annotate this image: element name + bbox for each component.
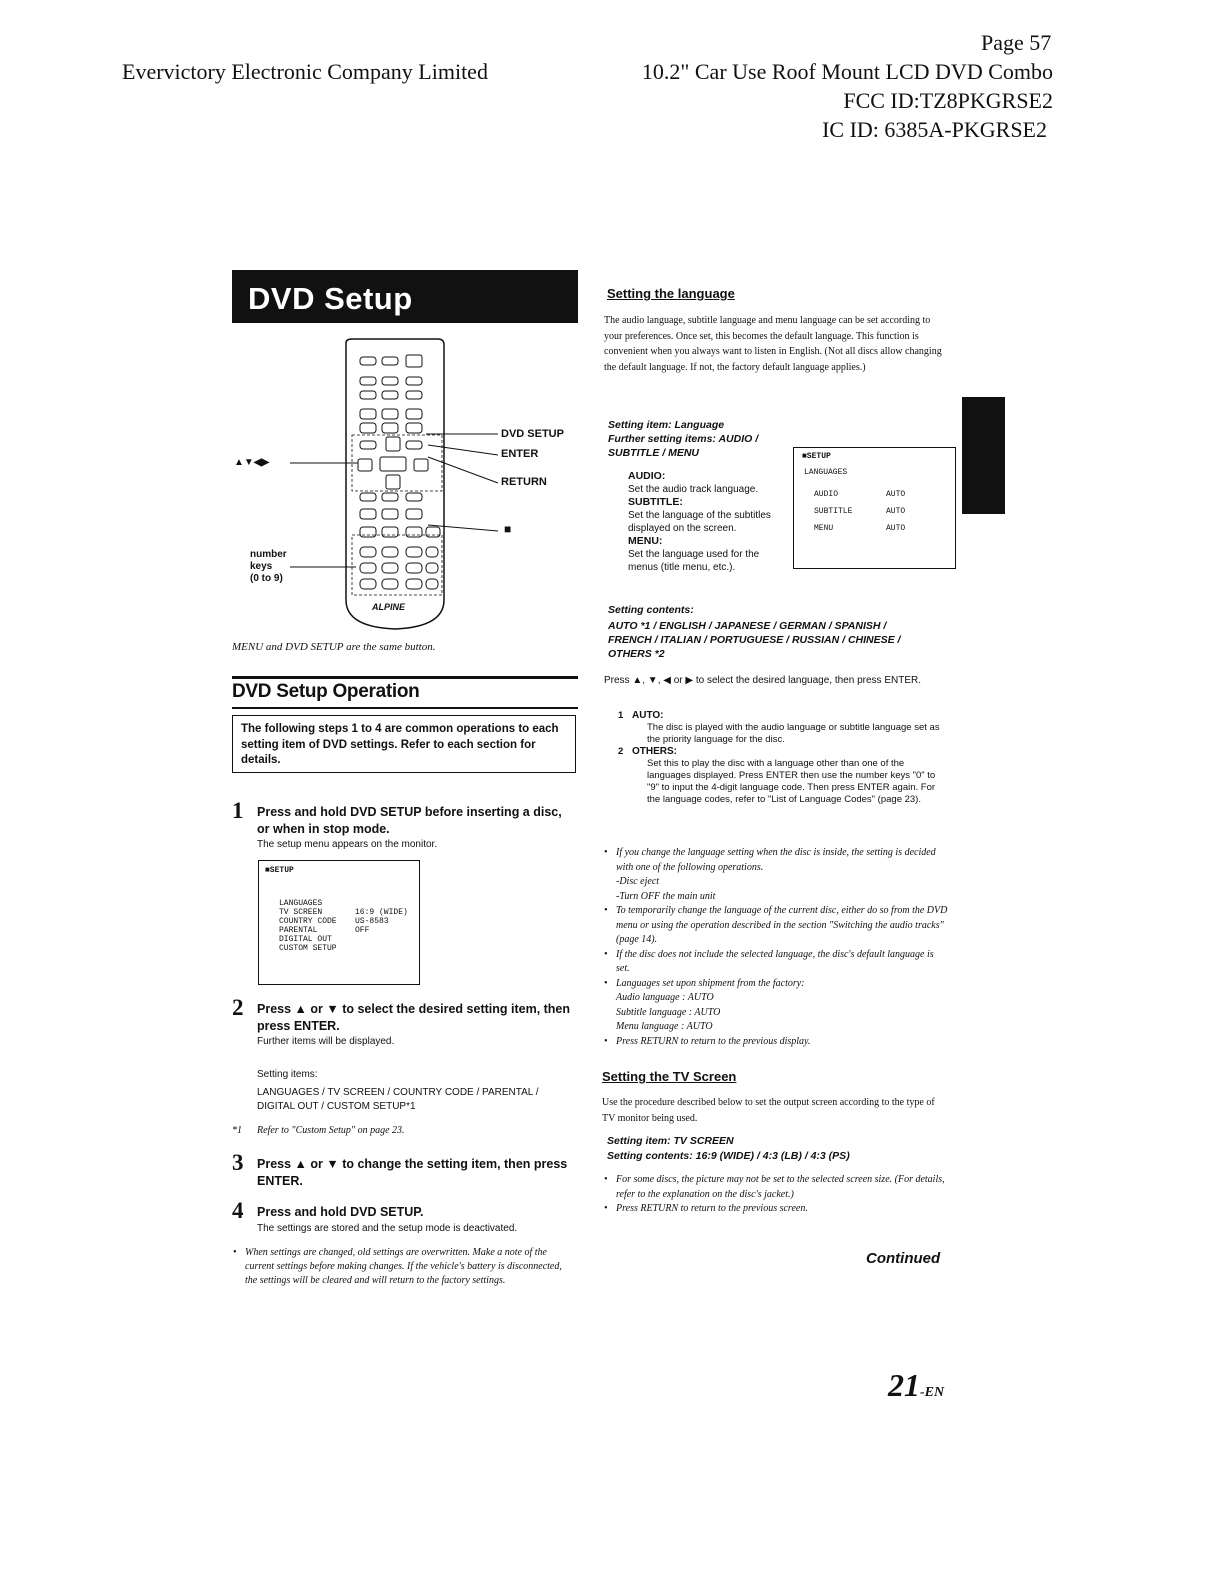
- tv-screen-intro: Use the procedure described below to set the output screen according to the type of TV monitor being used.: [602, 1097, 935, 1124]
- tv-screen-heading: Setting the TV Screen: [602, 1069, 737, 1084]
- lang-menu-screen: ■SETUP LANGUAGES AUDIO AUTO SUBTITLE AUTO MENU AUTO: [793, 447, 956, 569]
- arrow-keys-label: ▲▼◀▶: [234, 457, 270, 468]
- lang-heading: Setting the language: [607, 286, 735, 301]
- footnote-text: Refer to "Custom Setup" on page 23.: [257, 1125, 405, 1136]
- step-4-number: 4: [232, 1198, 244, 1223]
- step-4-sub: The settings are stored and the setup mode is deactivated.: [257, 1223, 518, 1234]
- remote-brand-label: ALPINE: [372, 602, 406, 612]
- tv-setting-item: Setting item: TV SCREEN: [607, 1135, 734, 1147]
- fcc-id: FCC ID:TZ8PKGRSE2: [843, 88, 1053, 113]
- setting-items-list: LANGUAGES / TV SCREEN / COUNTRY CODE / PARENTAL / DIGITAL OUT / CUSTOM SETUP*1: [257, 1087, 539, 1112]
- language-notes: • If you change the language setting when the disc is inside, the setting is decided with one of the following operations. -Disc eject -Turn OFF the main unit • To temporarily change the language of the current disc, either do so from the DVD menu or using the operation described in the section "Switching the audio tracks" (page 14). • If the disc does not include the selected language, the disc's default language is set. • Languages set upon shipment from the factory: Audio language : AUTO Subtitle language : AUTO Menu language : AUTO • Press RETURN to return to the previous display.: [604, 847, 948, 1047]
- setup-menu-rows: LANGUAGES TV SCREEN 16:9 (WIDE) COUNTRY CODE US-8583 PARENTAL OFF DIGITAL OUT CUSTOM SETUP: [279, 899, 408, 953]
- section-underline: [232, 707, 578, 709]
- manual-page-number: 21-EN: [888, 1367, 945, 1403]
- remote-caption: MENU and DVD SETUP are the same button.: [232, 641, 436, 653]
- tv-notes: • For some discs, the picture may not be set to the selected screen size. (For details, refer to the explanation on the disc's jacket.) • Press RETURN to return to the previous screen.: [604, 1174, 945, 1214]
- contents-list: AUTO *1 / ENGLISH / JAPANESE / GERMAN / SPANISH / FRENCH / ITALIAN / PORTUGUESE / RUSSIAN / CHINESE / OTHERS *2: [608, 620, 901, 660]
- number-keys-label: number keys (0 to 9): [250, 549, 287, 584]
- lang-menu-rows: AUDIO AUTO SUBTITLE AUTO MENU AUTO: [814, 490, 906, 533]
- tv-setting-contents: Setting contents: 16:9 (WIDE) / 4:3 (LB) / 4:3 (PS): [607, 1150, 850, 1162]
- step-1-sub: The setup menu appears on the monitor.: [257, 839, 438, 850]
- step-3-number: 3: [232, 1150, 244, 1175]
- step-2-heading: Press ▲ or ▼ to select the desired setting item, then press ENTER.: [257, 1002, 571, 1033]
- lang-definitions: AUDIO: Set the audio track language. SUBTITLE: Set the language of the subtitles displayed on the screen. MENU: Set the language used for the menus (title menu, etc.).: [628, 470, 771, 573]
- section-title: DVD Setup Operation: [232, 681, 420, 702]
- numbered-options: 1 AUTO: The disc is played with the audio language or subtitle language set as the priority language for the disc. 2 OTHERS: Set this to play the disc with a language other than one of the languages displayed. Press ENTER then use the number keys "0" to "9" to input the 4-digit language code. Then press ENTER again. For the language codes, refer to "List of Language Codes" (page 23).: [618, 710, 940, 805]
- stop-icon: ■: [504, 522, 512, 536]
- contents-label: Setting contents:: [608, 604, 694, 616]
- label-enter: ENTER: [501, 448, 539, 460]
- settings-note: • When settings are changed, old settings are overwritten. Make a note of the current settings before making changes. If the vehicle's battery is disconnected, the settings will be cleared and will return to the factory settings.: [233, 1247, 562, 1286]
- step-1-number: 1: [232, 798, 244, 823]
- step-1-heading: Press and hold DVD SETUP before inserting a disc, or when in stop mode.: [257, 805, 562, 836]
- section-rule: [232, 676, 578, 679]
- page-title: DVD Setup: [232, 270, 578, 323]
- label-return: RETURN: [501, 476, 547, 488]
- step-3-heading: Press ▲ or ▼ to change the setting item, then press ENTER.: [257, 1157, 568, 1188]
- setting-items-label: Setting items:: [257, 1069, 318, 1080]
- step-2-number: 2: [232, 995, 244, 1020]
- press-instruction: Press ▲, ▼, ◀ or ▶ to select the desired language, then press ENTER.: [604, 675, 921, 686]
- info-box: The following steps 1 to 4 are common operations to each setting item of DVD settings. Refer to each section for details.: [232, 715, 576, 773]
- step-2-sub: Further items will be displayed.: [257, 1036, 395, 1047]
- footnote-mark: *1: [232, 1125, 242, 1136]
- setup-menu-screen: ■SETUP LANGUAGES TV SCREEN 16:9 (WIDE) COUNTRY CODE US-8583 PARENTAL OFF DIGITAL OUT CUSTOM SETUP: [258, 860, 420, 985]
- ic-id: IC ID: 6385A-PKGRSE2: [822, 117, 1047, 142]
- continued-label: Continued: [866, 1250, 941, 1267]
- lang-setting-item: Setting item: Language Further setting items: AUDIO / SUBTITLE / MENU: [608, 419, 759, 459]
- lang-intro: The audio language, subtitle language and menu language can be set according to your preferences. Once set, this becomes the default language. This function is convenient when you always want to listen in English. (Not all discs allow changing the default language. If not, the factory default language applies.): [604, 315, 942, 373]
- product-name: 10.2" Car Use Roof Mount LCD DVD Combo: [641, 59, 1053, 84]
- remote-illustration: [248, 335, 578, 660]
- page-number: Page 57: [981, 30, 1052, 55]
- company-name: Evervictory Electronic Company Limited: [122, 59, 488, 84]
- label-dvd-setup: DVD SETUP: [501, 428, 564, 440]
- side-tab-marker: [962, 397, 1005, 514]
- step-4-heading: Press and hold DVD SETUP.: [257, 1205, 424, 1219]
